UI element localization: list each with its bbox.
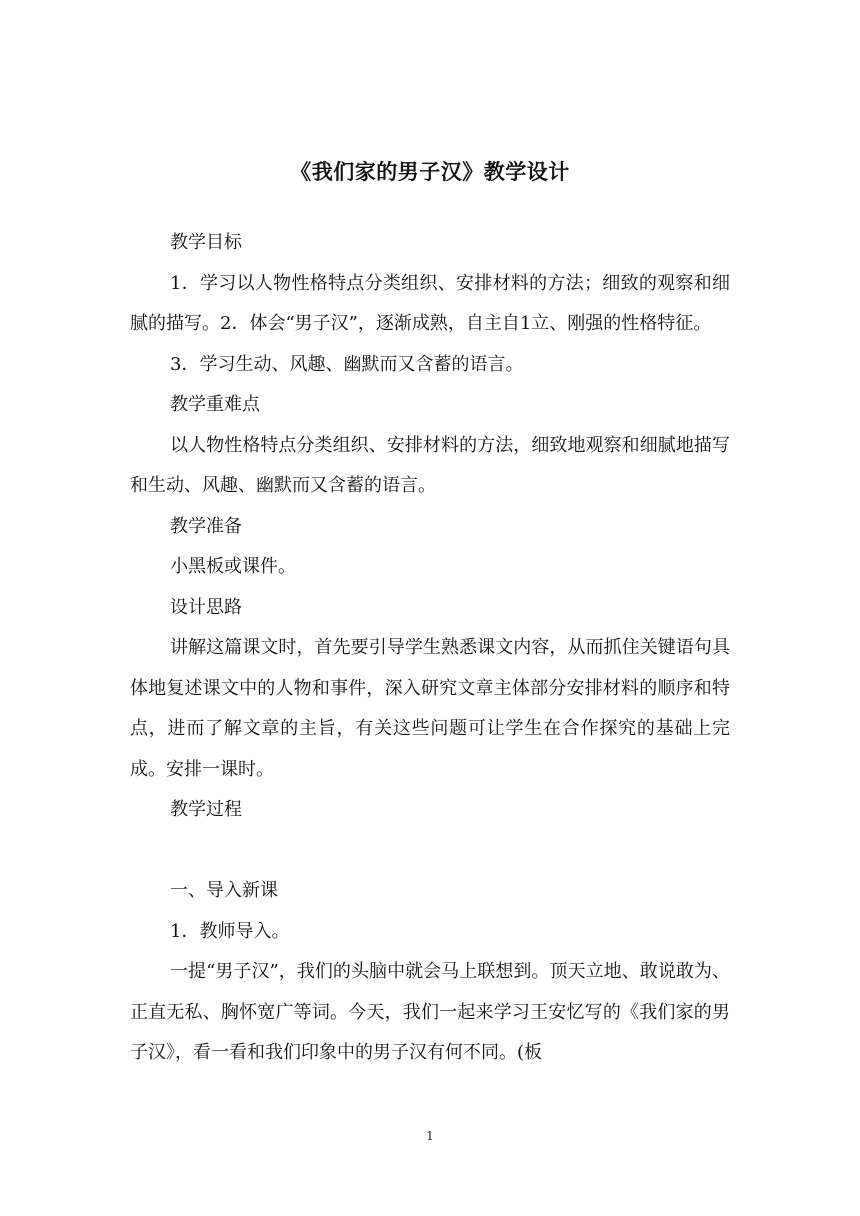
paragraph-goal-1-2: 1．学习以人物性格特点分类组织、安排材料的方法；细致的观察和细腻的描写。2．体会“男子汉”，逐渐成熟，自主自1立、刚强的性格特征。 <box>130 272 730 334</box>
paragraph-preparation: 小黑板或课件。 <box>170 556 296 577</box>
heading-introduction: 一、导入新课 <box>170 880 278 901</box>
paragraph-design-idea: 讲解这篇课文时，首先要引导学生熟悉课文内容，从而抓住关键语句具体地复述课文中的人物和事件，深入研究文章主体部分安排材料的顺序和特点，进而了解文章的主旨，有关这些问题可让学生在合作探究的基础上完成。安排一课时。 <box>130 637 730 780</box>
heading-teaching-process: 教学过程 <box>170 799 242 820</box>
heading-design-idea: 设计思路 <box>170 596 242 618</box>
blank-line <box>130 831 730 872</box>
paragraph-teacher-intro: 1．教师导入。 <box>170 920 290 942</box>
page-title: 《我们家的男子汉》教学设计 <box>290 159 570 184</box>
heading-teaching-goals: 教学目标 <box>170 232 242 253</box>
heading-preparation: 教学准备 <box>170 515 242 537</box>
heading-key-points: 教学重难点 <box>170 394 260 415</box>
page-number: 1 <box>426 1129 434 1143</box>
paragraph-key-points: 以人物性格特点分类组织、安排材料的方法，细致地观察和细腻地描写和生动、风趣、幽默而又含蓄的语言。 <box>130 434 730 496</box>
paragraph-goal-3: 3．学习生动、风趣、幽默而又含蓄的语言。 <box>170 353 524 375</box>
paragraph-intro-text: 一提“男子汉”，我们的头脑中就会马上联想到。顶天立地、敢说敢为、正直无私、胸怀宽广等词。今天，我们一起来学习王安忆写的《我们家的男子汉》，看一看和我们印象中的男子汉有何不同。(板 <box>130 961 730 1063</box>
document-body <box>130 223 730 1074</box>
